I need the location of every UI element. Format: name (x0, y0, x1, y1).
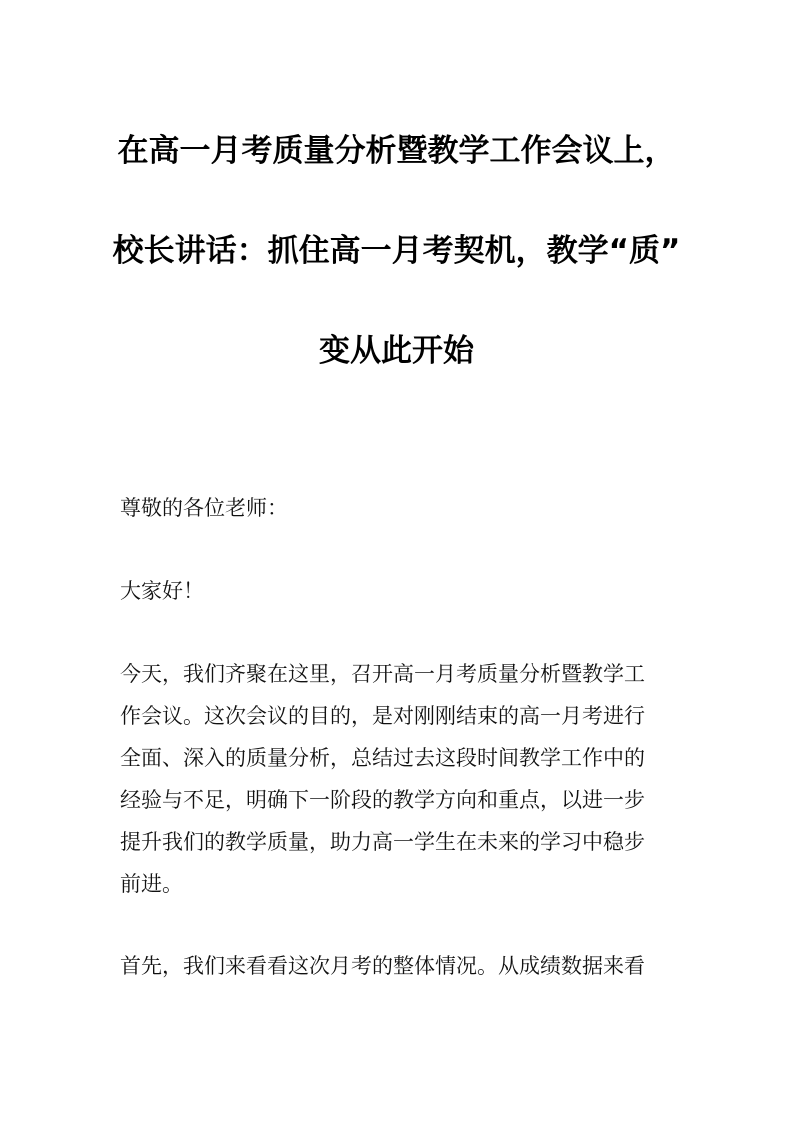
paragraph-1-line: 作会议。这次会议的目的，是对刚刚结束的高一月考进行 (120, 704, 645, 728)
paragraph-1-line: 经验与不足，明确下一阶段的教学方向和重点，以进一步 (120, 788, 645, 812)
paragraph-1 (120, 653, 676, 905)
paragraph-2-line: 首先，我们来看看这次月考的整体情况。从成绩数据来看 (120, 954, 645, 978)
paragraph-1-line: 提升我们的教学质量，助力高一学生在未来的学习中稳步 (120, 830, 645, 854)
paragraph-1-line: 今天，我们齐聚在这里，召开高一月考质量分析暨教学工 (120, 662, 645, 686)
paragraph-1-line: 全面、深入的质量分析，总结过去这段时间教学工作中的 (120, 746, 645, 770)
paragraph-2 (120, 945, 676, 987)
title-line-3: 变从此开始 (319, 333, 474, 369)
paragraph-1-line: 前进。 (120, 872, 183, 896)
salutation: 尊敬的各位老师： (120, 496, 288, 520)
title-line-2: 校长讲话：抓住高一月考契机，教学“质” (112, 233, 681, 269)
title-line-1: 在高一月考质量分析暨教学工作会议上， (117, 133, 676, 169)
greeting: 大家好！ (120, 579, 204, 603)
